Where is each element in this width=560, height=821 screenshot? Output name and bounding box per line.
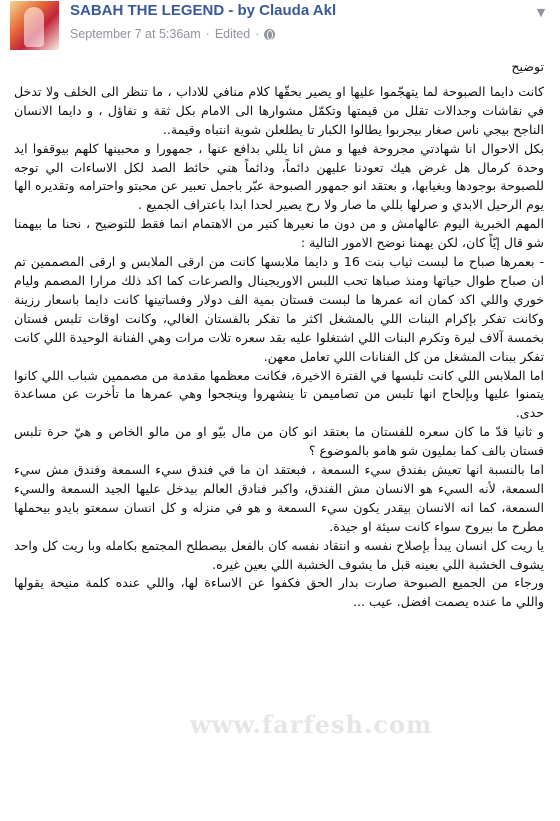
edited-label[interactable]: Edited [214,27,251,41]
post-paragraph: المهم الخبرية اليوم عالهامش و من دون ما نعيرها كتير من الاهتمام انما فقط للتوضيح ، نحنا ما بيهمنا شو قال إيّاً كان، لكن يهمنا نوضح الامور التالية : [14,216,544,251]
post-paragraph: اما بالنسبة انها تعيش بفندق سيء السمعة ، فبعتقد ان ما في فندق سيء السمعة وفندق مش سيء السمعة، لأنه السيء هو الانسان مش الفندق، واكبر فنادق العالم بيدخل عليها الجيد السمعة والسيء السمعة، كما انه الانسان بيقدر يكون سيء السمعة و هو في منزله و كل انسان سمعتو بايدو بيحملها مطرح ما بيروح سواء كانت سيئة او جيدة. [14,462,544,534]
post-paragraph: يا ريت كل انسان يبدأ بإصلاح نفسه و انتقاد نفسه كان بالفعل بيصطلح المجتمع بكامله وبا ريت كل واحد يشوف الخشبة اللي بعينه قبل ما يشوف الخشبة اللي بعين غيره. [14,537,544,572]
post-paragraph: ورجاء من الجميع الصبوحة صارت بدار الحق فكفوا عن الاساءة لها، واللي عنده كلمة منيحة يقولها واللي ما عنده يصمت افضل. عيب ... [14,575,544,610]
page-avatar[interactable] [10,1,59,50]
post-paragraph: بكل الاحوال انا شهادتي مجروحة فيها و مش انا يللي بدافع عنها ، جمهورا و محبينها كلهم بيوقفوا ايد وحدة كرمال هل غرض هيك تعودنا عليهن دائماً، ودائماً هني حائط الصد لكل الاساءات الي توجه للصبوحة بوجودها وبغيابها، و بعتقد انو جمهور الصبوحة عبّر باجمل تعبير عن محبتو واحترامه وتقديره الها يوم الرحيل الابدي و صرلها بللي ما صار ولا رح يصير لحدا ابدا باعتراف الجميع . [14,140,544,213]
avatar-figure [24,7,44,47]
page-title[interactable]: SABAH THE LEGEND - by Clauda Akl [70,2,337,19]
globe-icon [264,29,275,40]
post-timestamp[interactable]: September 7 at 5:36am [70,27,201,41]
post-paragraph: - بعمرها صباح ما لبست ثياب بنت 16 و دايما ملابسها كانت من ارقى الملابس و ارقى المصممين تم ان صباح طوال حياتها ومنذ صباها تحب اللبس الاوريجينال والصرعات كما اكد ذلك مرارا المصمم وليام خوري واللي اكد كمان انه عمرها ما لبست فستان بمية الف دولار وفساتينها كانت دايما باسعار رزينة وكانت تفكر بإكرام البنات اللي بالمشغل اكثر ما تفكر بالفستان الغالي، وكانت اوقات تلبس فستان بخمسة آلاف ليرة وتكرم البنات اللي اشتغلوا عليه بقد سعره تلات مرات وهي الفنانة الوحيدة اللي كانت تفكر ببنات المشغل من كل الفنانات اللي تعامل معهن. [14,254,544,364]
post-body [14,58,544,612]
site-watermark: www.farfesh.com [190,710,433,739]
post-paragraph: و ثانيا قدّ ما كان سعره للفستان ما بعتقد انو كان من مال بيّو او من مالو الخاص و هيّ حرة تلبس فستان بالف كما بمليون شو هامو بالموضوع ؟ [14,424,544,459]
post-header [0,0,560,58]
post-paragraph: كانت دايما الصبوحة لما يتهجّموا عليها او يصير بحقّها كلام منافي للاداب ، ما تنظر الى الخلف ولا تدخل في نقاشات وجدالات تقلل من قيمتها وتكمّل مشوارها الى الامام بكل ثقة و تفاؤل ، و دايما الانسان الناجح بيجي ناس صغار بيجربوا يطالوا الكبار تا يطلعلن شوية انتباه وقيمة.. [14,83,544,137]
post-heading: توضيح [511,59,544,74]
meta-separator: · [205,27,210,41]
post-paragraph: اما الملابس اللي كانت تلبسها في الفترة الاخيرة، فكانت معظمها مقدمة من مصممين شباب اللي كانوا يتمنوا عليها وبإلحاح انها تلبس من تصاميمن تا ينشهروا وينجحوا وهي عمرها ما تأخرت عن مساعدة حدى. [14,367,544,421]
chevron-down-icon[interactable]: ▼ [536,6,546,19]
meta-separator-2: · [255,27,260,41]
post-meta [70,27,275,41]
